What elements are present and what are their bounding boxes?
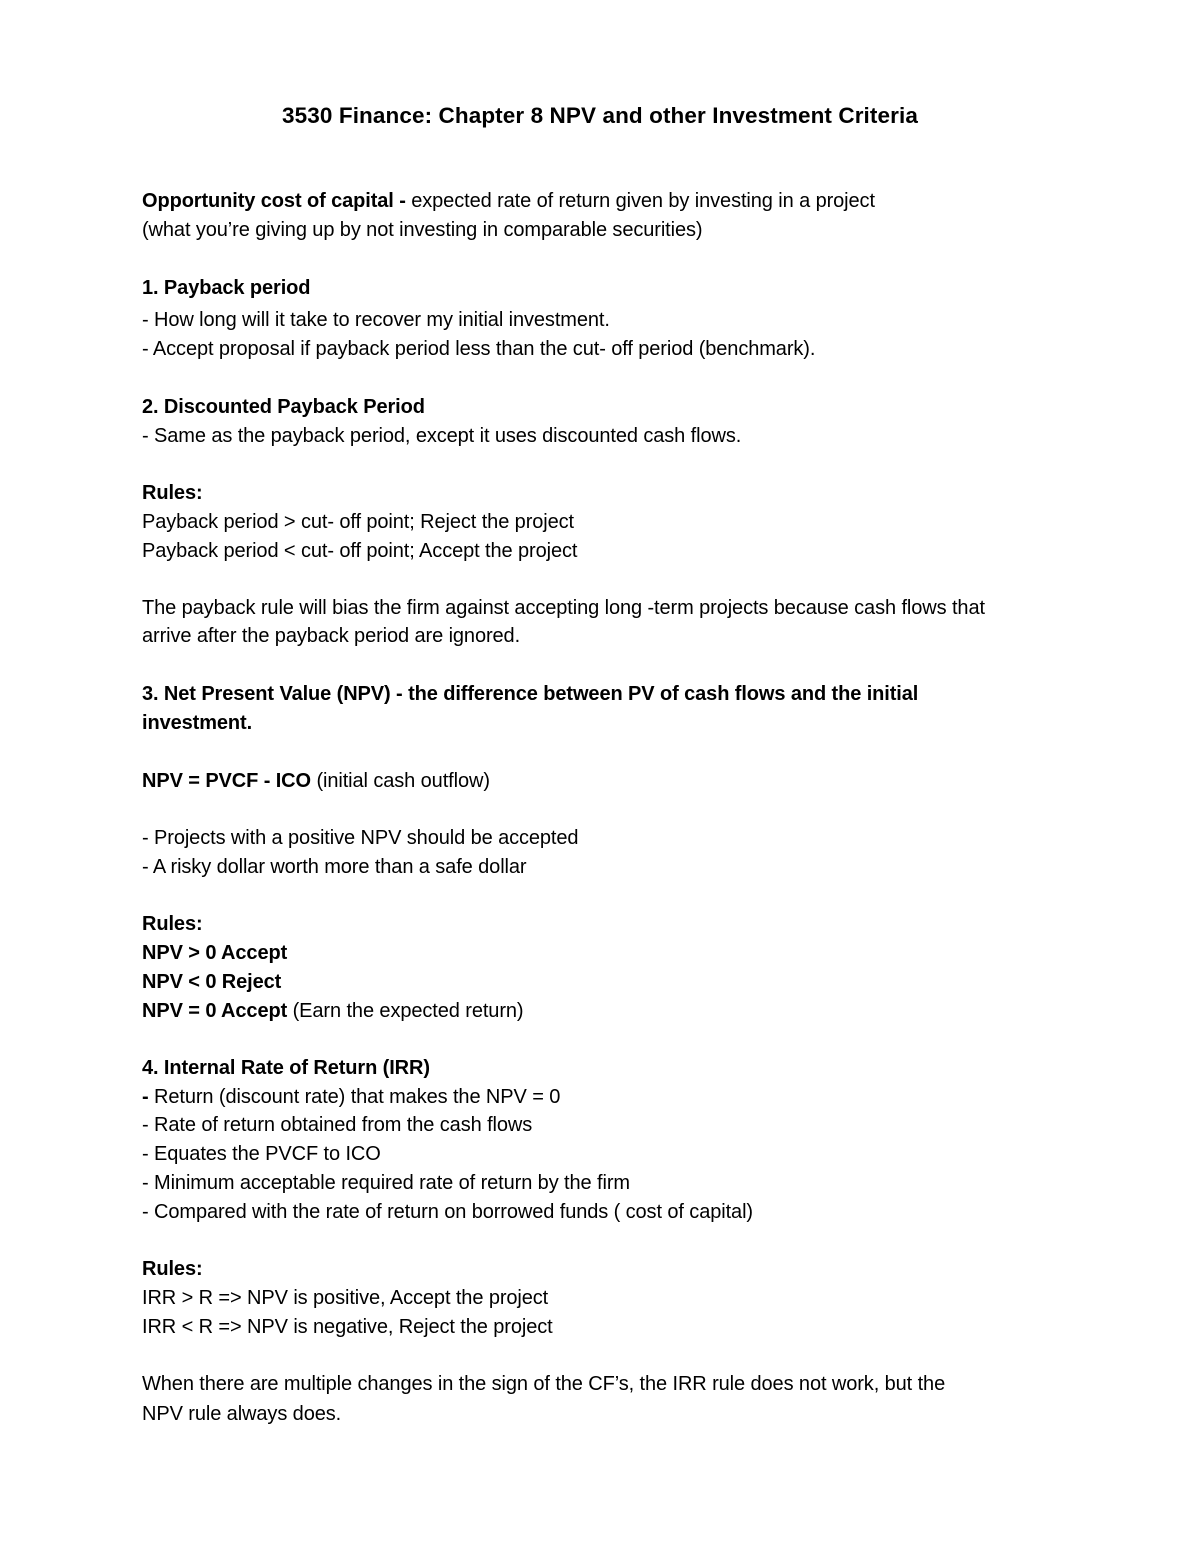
npv-formula <box>142 767 1082 796</box>
npv-rule-3-condition: NPV = 0 Accept <box>142 1000 288 1022</box>
irr-point-4: - Minimum acceptable required rate of return by the firm <box>142 1172 630 1194</box>
npv-formula-expression: NPV = PVCF - ICO <box>142 770 311 792</box>
npv-rule-1: NPV > 0 Accept <box>142 942 288 964</box>
payback-rule-1: Payback period > cut- off point; Reject the project <box>142 511 575 533</box>
npv-heading-line-1: 3. Net Present Value (NPV) - the difference between PV of cash flows and the initial <box>142 683 919 705</box>
payback-rule-2: Payback period < cut- off point; Accept the project <box>142 540 578 562</box>
irr-point-3: - Equates the PVCF to ICO <box>142 1143 381 1165</box>
payback-point-2: - Accept proposal if payback period less than the cut- off period (benchmark). <box>142 338 816 360</box>
npv-point-1: - Projects with a positive NPV should be accepted <box>142 827 579 849</box>
discounted-payback-heading: 2. Discounted Payback Period <box>142 396 425 418</box>
document-title: 3530 Finance: Chapter 8 NPV and other Investment Criteria <box>282 103 918 128</box>
payback-bias-note-line-2: arrive after the payback period are ignored. <box>142 625 521 647</box>
npv-heading-line-2: investment. <box>142 712 253 734</box>
payback-heading: 1. Payback period <box>142 277 311 299</box>
irr-point-1 <box>142 1083 1082 1112</box>
payback-rules-heading: Rules: <box>142 482 203 504</box>
opportunity-cost-term: Opportunity cost of capital - <box>142 190 406 212</box>
irr-sign-change-note-line-2: NPV rule always does. <box>142 1403 342 1425</box>
npv-rule-2: NPV < 0 Reject <box>142 971 282 993</box>
opportunity-cost-note: (what you’re giving up by not investing in comparable securities) <box>142 219 703 241</box>
npv-point-2: - A risky dollar worth more than a safe dollar <box>142 856 527 878</box>
opportunity-cost-definition: expected rate of return given by investing in a project <box>405 190 875 212</box>
irr-point-1-dash: - <box>142 1086 149 1108</box>
irr-point-1-text: Return (discount rate) that makes the NPV = 0 <box>148 1086 561 1108</box>
npv-rule-3 <box>142 997 1082 1026</box>
npv-rules-heading: Rules: <box>142 913 203 935</box>
irr-heading: 4. Internal Rate of Return (IRR) <box>142 1057 430 1079</box>
npv-rule-3-note: (Earn the expected return) <box>287 1000 524 1022</box>
irr-point-2: - Rate of return obtained from the cash flows <box>142 1114 533 1136</box>
irr-sign-change-note-line-1: When there are multiple changes in the sign of the CF’s, the IRR rule does not work, but the <box>142 1373 946 1395</box>
payback-point-1: - How long will it take to recover my initial investment. <box>142 309 610 331</box>
irr-point-5: - Compared with the rate of return on borrowed funds ( cost of capital) <box>142 1201 753 1223</box>
irr-rule-1: IRR > R => NPV is positive, Accept the project <box>142 1287 549 1309</box>
irr-rules-heading: Rules: <box>142 1258 203 1280</box>
irr-rule-2: IRR < R => NPV is negative, Reject the project <box>142 1316 553 1338</box>
opportunity-cost-line <box>142 187 1082 216</box>
discounted-payback-point-1: - Same as the payback period, except it uses discounted cash flows. <box>142 425 742 447</box>
payback-bias-note-line-1: The payback rule will bias the firm against accepting long -term projects because cash flows that <box>142 597 985 619</box>
npv-formula-note: (initial cash outflow) <box>311 770 490 792</box>
